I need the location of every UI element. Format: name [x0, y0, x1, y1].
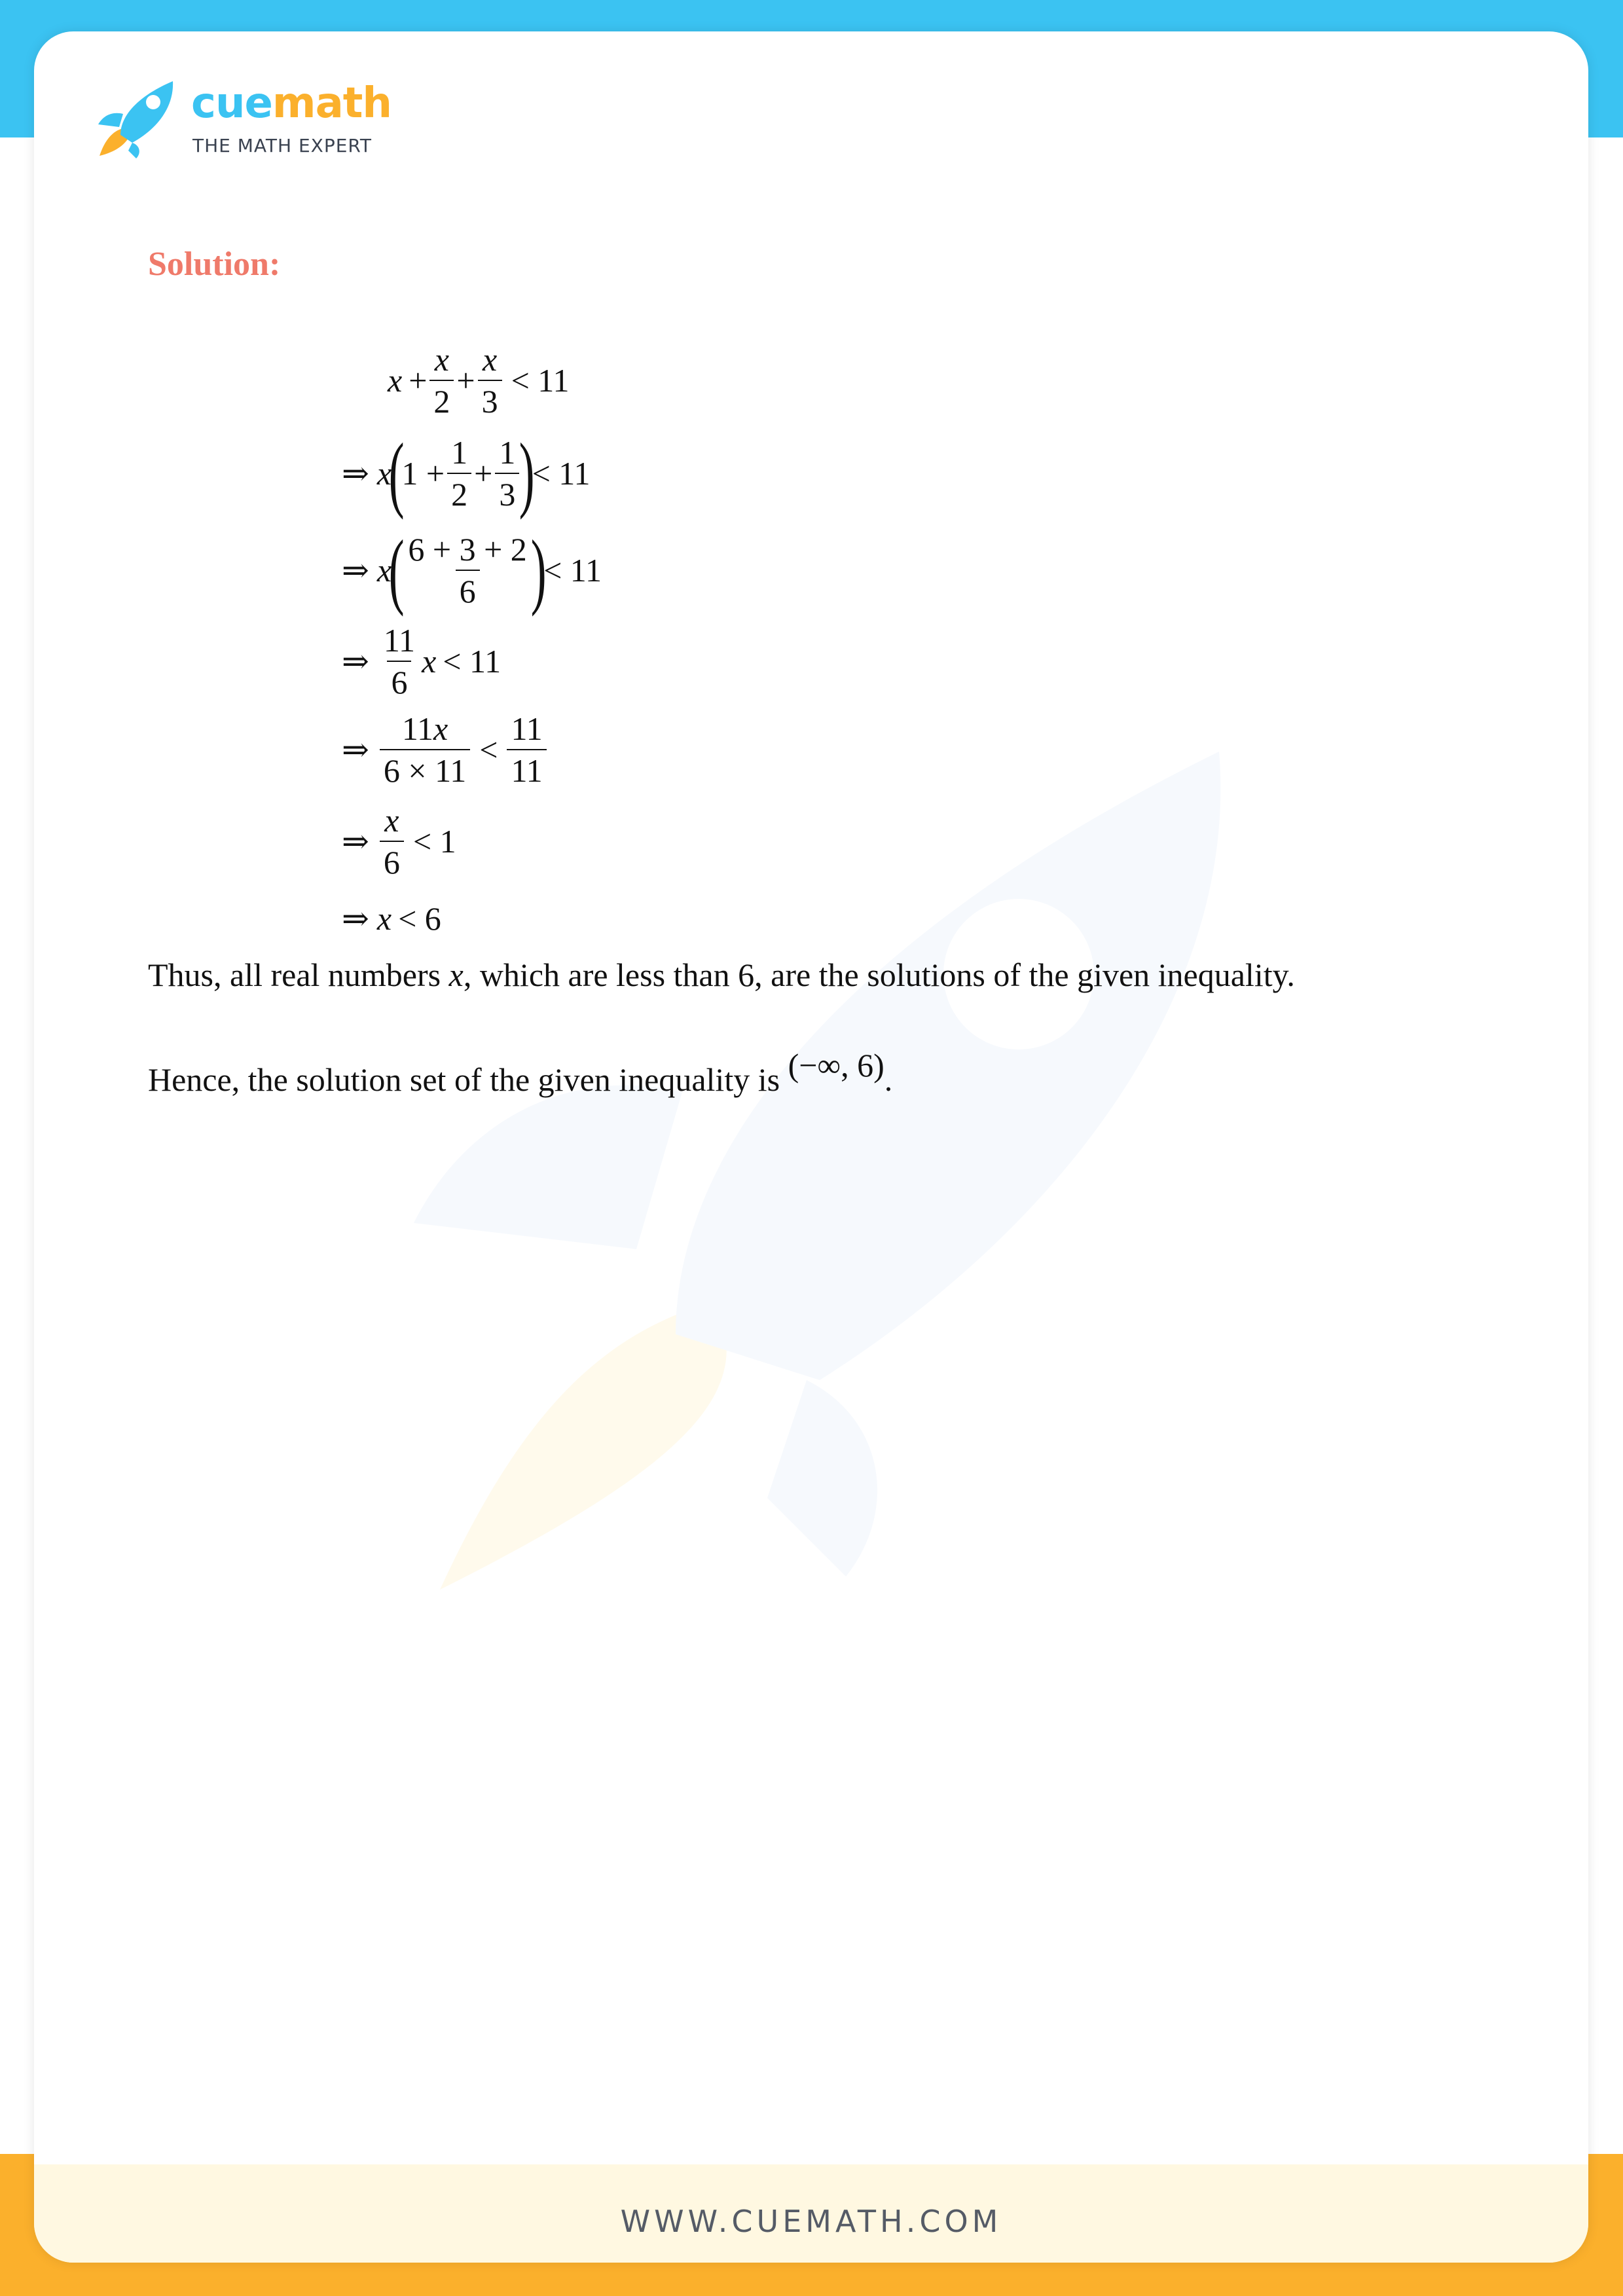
math-step-5: ⇒ $\frac{11x}{6 \times 11}$ < $\frac{11}{11}$ [342, 712, 549, 787]
answer-paragraph: Hence, the solution set of the given inequality is (−∞, 6). [148, 1047, 893, 1098]
math-step-3: ⇒ x ( $\frac{6 + 3 + 2}{6}$ ) < 11 [342, 523, 602, 617]
answer-interval: (−∞, 6) [788, 1047, 884, 1084]
math-step-7: ⇒ x < 6 [342, 900, 441, 937]
brand-tagline: THE MATH EXPERT [192, 135, 372, 156]
rocket-watermark-icon [401, 725, 1317, 1642]
footer-url: WWW.CUEMATH.COM [620, 2204, 1002, 2239]
math-step-6: ⇒ $\frac{x}{6}$ < 1 [342, 802, 456, 881]
math-step-1: x + $\frac{x}{2}$ + $\frac{x}{3}$ < 11 [388, 341, 570, 420]
conclusion-paragraph: Thus, all real numbers x, which are less than 6, are the solutions of the given inequality. [148, 957, 1295, 993]
math-step-2: ⇒ x ( 1 + $\frac{1}{2}$ + $\frac{1}{3}$ ) < 11 [342, 426, 591, 520]
solution-label: Solution: [148, 246, 281, 283]
page-card [34, 31, 1588, 2263]
footer-strip [34, 2164, 1588, 2263]
math-step-4: ⇒ $\frac{11}{6}$ x < 11 [342, 622, 501, 701]
brand-name: cuemath [191, 79, 392, 128]
rocket-logo-icon [93, 77, 178, 162]
